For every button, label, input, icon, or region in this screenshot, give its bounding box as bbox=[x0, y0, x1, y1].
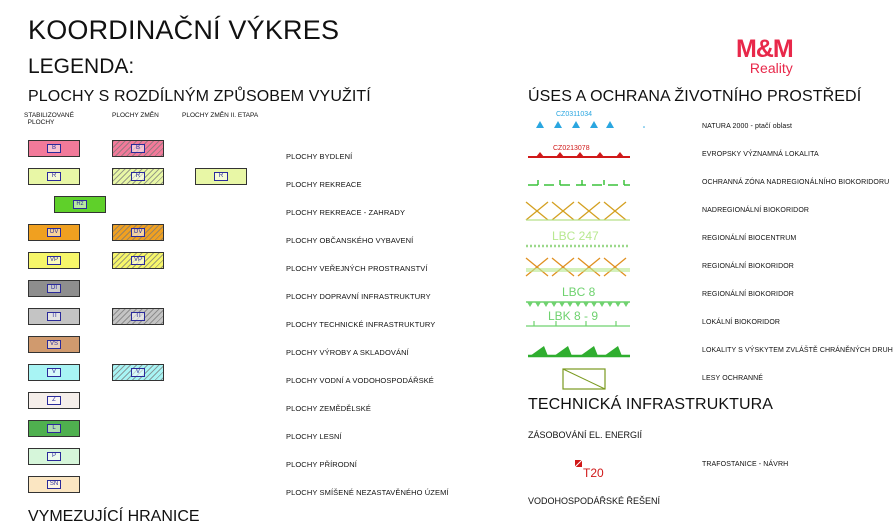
next-section-heading: VYMEZUJÍCÍ HRANICE bbox=[28, 508, 200, 525]
swatch-code: DI bbox=[47, 284, 61, 293]
swatch-code: SN bbox=[47, 480, 61, 489]
symbol-regbk-icon bbox=[526, 254, 636, 280]
swatch-stabilized bbox=[28, 308, 80, 325]
swatch-stabilized bbox=[28, 392, 80, 409]
trafo-code: T20 bbox=[583, 466, 604, 480]
environment-label: LOKALITY S VÝSKYTEM ZVLÁŠTĚ CHRÁNĚNÝCH DRUH bbox=[702, 347, 893, 354]
swatch-stabilized bbox=[28, 448, 80, 465]
land-use-label: PLOCHY PŘÍRODNÍ bbox=[286, 460, 357, 469]
swatch-change bbox=[112, 364, 164, 381]
swatch-stabilized bbox=[28, 252, 80, 269]
column-header-changes-2: PLOCHY ZMĚN II. ETAPA bbox=[182, 112, 259, 119]
land-use-heading: PLOCHY S ROZDÍLNÝM ZPŮSOBEM VYUŽITÍ bbox=[28, 88, 371, 105]
land-use-label: PLOCHY OBČANSKÉHO VYBAVENÍ bbox=[286, 236, 414, 245]
swatch-code: Z bbox=[47, 396, 61, 405]
symbol-lokality-icon bbox=[526, 338, 636, 364]
swatch-change bbox=[112, 308, 164, 325]
energy-heading: ZÁSOBOVÁNÍ EL. ENERGIÍ bbox=[528, 430, 643, 440]
swatch-code: VS bbox=[47, 340, 61, 349]
symbol-code: CZ0311034 bbox=[556, 111, 593, 118]
swatch-code: OV bbox=[131, 228, 146, 237]
environment-label: NADREGIONÁLNÍ BIOKORIDOR bbox=[702, 207, 810, 214]
symbol-nadreg-icon bbox=[526, 198, 636, 224]
environment-label: LOKÁLNÍ BIOKORIDOR bbox=[702, 319, 781, 326]
swatch-change bbox=[112, 168, 164, 185]
swatch-code: V bbox=[47, 368, 61, 377]
symbol-natura-icon bbox=[526, 111, 636, 140]
land-use-label: PLOCHY VEŘEJNÝCH PROSTRANSTVÍ bbox=[286, 264, 428, 273]
swatch-stabilized bbox=[28, 224, 80, 241]
company-logo bbox=[736, 36, 793, 76]
swatch-stabilized bbox=[28, 336, 80, 353]
swatch-code: R bbox=[131, 172, 145, 181]
swatch-stabilized bbox=[28, 420, 80, 437]
land-use-label: PLOCHY VODNÍ A VODOHOSPODÁŘSKÉ bbox=[286, 376, 434, 385]
environment-label: OCHRANNÁ ZÓNA NADREGIONÁLNÍHO BIOKORIDORU bbox=[702, 179, 890, 186]
land-use-label: PLOCHY TECHNICKÉ INFRASTRUKTURY bbox=[286, 320, 436, 329]
land-use-label: PLOCHY LESNÍ bbox=[286, 432, 342, 441]
symbol-code: LBK 8 - 9 bbox=[548, 309, 599, 323]
symbol-regbc-icon bbox=[526, 226, 636, 252]
swatch-code: V bbox=[131, 368, 145, 377]
land-use-label: PLOCHY SMÍŠENÉ NEZASTAVĚNÉHO ÚZEMÍ bbox=[286, 488, 449, 497]
swatch-stabilized bbox=[28, 280, 80, 297]
land-use-label: PLOCHY REKREACE - ZAHRADY bbox=[286, 208, 406, 217]
swatch-stabilized bbox=[28, 364, 80, 381]
environment-label: REGIONÁLNÍ BIOKORIDOR bbox=[702, 263, 794, 270]
environment-label: LESY OCHRANNÉ bbox=[702, 375, 764, 382]
swatch-stabilized bbox=[54, 196, 106, 213]
swatch-code: L bbox=[47, 424, 61, 433]
swatch-code: B bbox=[47, 144, 61, 153]
symbol-lbk-icon bbox=[526, 310, 636, 336]
swatch-code: P bbox=[47, 452, 61, 461]
swatch-change bbox=[112, 252, 164, 269]
legend-title: LEGENDA: bbox=[28, 55, 135, 78]
symbol-code: LBC 8 bbox=[562, 285, 596, 299]
symbol-lbc8-icon bbox=[526, 282, 636, 308]
swatch-code: VP bbox=[47, 256, 61, 265]
swatch-code: B bbox=[131, 144, 145, 153]
land-use-label: PLOCHY DOPRAVNÍ INFRASTRUKTURY bbox=[286, 292, 431, 301]
symbol-lesy-icon bbox=[526, 366, 636, 392]
environment-label: REGIONÁLNÍ BIOCENTRUM bbox=[702, 235, 797, 242]
land-use-label: PLOCHY ZEMĚDĚLSKÉ bbox=[286, 404, 371, 413]
tech-heading: TECHNICKÁ INFRASTRUKTURA bbox=[528, 396, 774, 413]
land-use-label: PLOCHY REKREACE bbox=[286, 180, 362, 189]
land-use-label: PLOCHY BYDLENÍ bbox=[286, 152, 353, 161]
column-header-changes: PLOCHY ZMĚN bbox=[112, 112, 159, 119]
environment-label: NATURA 2000 - ptačí oblast bbox=[702, 123, 793, 130]
swatch-code: Rz bbox=[73, 200, 87, 209]
environment-label: EVROPSKY VÝZNAMNÁ LOKALITA bbox=[702, 151, 819, 158]
swatch-stabilized bbox=[28, 140, 80, 157]
logo-sub: Reality bbox=[749, 60, 793, 76]
symbol-evl-icon bbox=[526, 142, 636, 168]
column-header-stabilized: STABILIZOVANÉ PLOCHY bbox=[24, 112, 74, 126]
swatch-code: R bbox=[214, 172, 228, 181]
logo-brand: M&M bbox=[736, 35, 793, 63]
swatch-etapa bbox=[195, 168, 247, 185]
swatch-code: OV bbox=[47, 228, 62, 237]
swatch-stabilized bbox=[28, 168, 80, 185]
swatch-code: R bbox=[47, 172, 61, 181]
environment-label: REGIONÁLNÍ BIOKORIDOR bbox=[702, 291, 794, 298]
symbol-ochr-icon bbox=[526, 170, 636, 196]
water-heading: VODOHOSPODÁŘSKÉ ŘEŠENÍ bbox=[528, 496, 661, 506]
land-use-label: PLOCHY VÝROBY A SKLADOVÁNÍ bbox=[286, 348, 409, 357]
symbol-code: CZ0213078 bbox=[553, 145, 590, 152]
swatch-code: TI bbox=[131, 312, 145, 321]
swatch-code: TI bbox=[47, 312, 61, 321]
swatch-stabilized bbox=[28, 476, 80, 493]
uses-heading: ÚSES A OCHRANA ŽIVOTNÍHO PROSTŘEDÍ bbox=[528, 88, 862, 105]
symbol-code: LBC 247 bbox=[552, 229, 599, 243]
swatch-change bbox=[112, 224, 164, 241]
swatch-code: VP bbox=[131, 256, 145, 265]
page-title: KOORDINAČNÍ VÝKRES bbox=[28, 15, 340, 45]
trafo-label: TRAFOSTANICE - NÁVRH bbox=[702, 461, 789, 468]
swatch-change bbox=[112, 140, 164, 157]
